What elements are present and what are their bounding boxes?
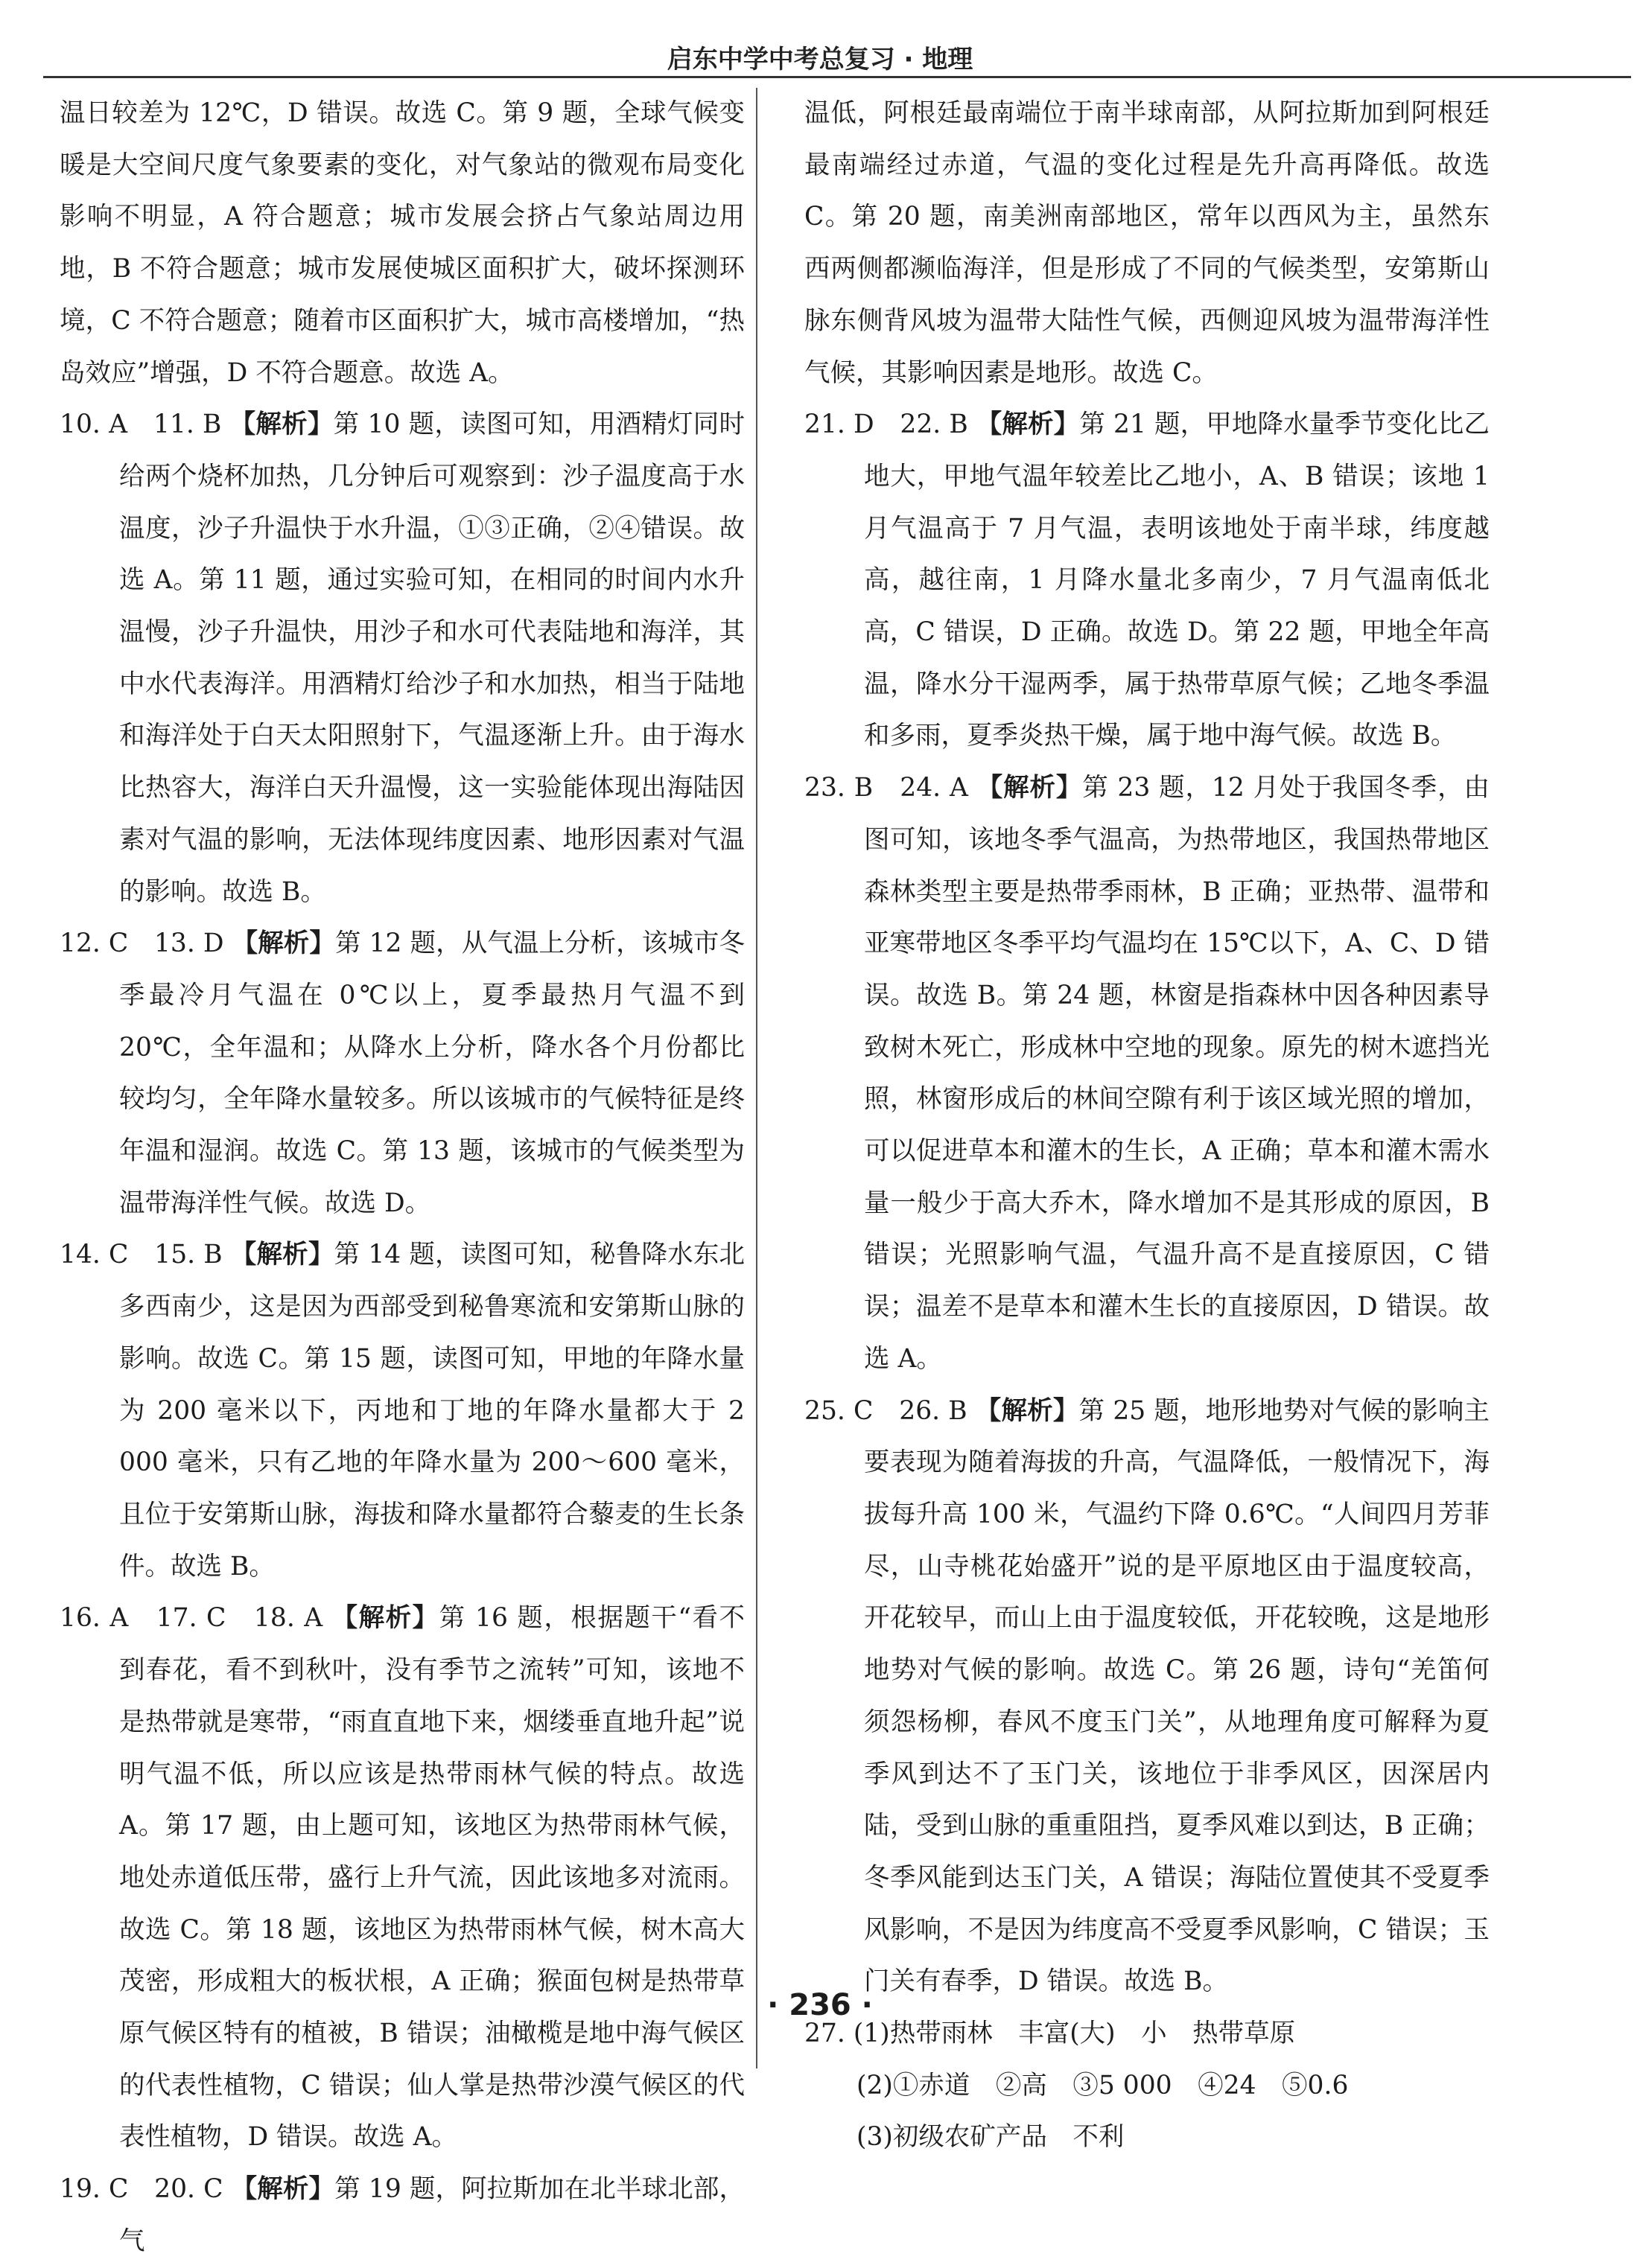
left-column xyxy=(60,88,745,2268)
analysis-text: 第 21 题，甲地降水量季节变化比乙地大，甲地气温年较差比乙地小，A、B 错误；该地 1 月气温高于 7 月气温，表明该地处于南半球，纬度越高，越往南，1 月降水量北多南少，7 月气温南低北高，C 错误，D 正确。故选 D。第 22 题，甲地全年高温，降水分干湿两季，属于热带草原气候；乙地冬季温和多雨，夏季炎热干燥，属于地中海气候。故选 B。 xyxy=(864,410,1490,751)
answer-numbers: 10. A 11. B xyxy=(60,410,222,440)
answer-q27-part3: (3)初级农矿产品 不利 xyxy=(856,2122,1125,2153)
answer-entry-q14 xyxy=(60,1229,745,1593)
analysis-tag: 【解析】 xyxy=(229,410,334,440)
analysis-text: 第 19 题，阿拉斯加在北半球北部，气 xyxy=(119,2174,745,2256)
analysis-text: 第 14 题，读图可知，秘鲁降水东北多西南少，这是因为西部受到秘鲁寒流和安第斯山脉的影响。故选 C。第 15 题，读图可知，甲地的年降水量为 200 毫米以下，丙地和丁地的年降水量都大于 2 000 毫米，只有乙地的年降水量为 200～600 毫米，且位于安第斯山脉，海拔和降水量都符合藜麦的生长条件。故选 B。 xyxy=(119,1240,746,1581)
answer-q27-part1: 27. (1)热带雨林 丰富(大) 小 热带草原 xyxy=(804,2019,1296,2049)
analysis-tag: 【解析】 xyxy=(975,1395,1079,1426)
answer-numbers: 14. C 15. B xyxy=(60,1240,223,1270)
answer-entry-q19 xyxy=(60,2164,745,2267)
analysis-text: 第 25 题，地形地势对气候的影响主要表现为随着海拔的升高，气温降低，一般情况下，海拔每升高 100 米，气温约下降 0.6℃。“人间四月芳菲尽，山寺桃花始盛开”说的是平原地区由于温度较高，开花较早，而山上由于温度较低，开花较晚，这是地形地势对气候的影响。故选 C。第 26 题，诗句“羌笛何须怨杨柳，春风不度玉门关”，从地理角度可解释为夏季风到达不了玉门关，该地位于非季风区，因深居内陆，受到山脉的重重阻挡，夏季风难以到达，B 正确；冬季风能到达玉门关，A 错误；海陆位置使其不受夏季风影响，不是因为纬度高不受夏季风影响，C 错误；玉门关有春季，D 错误。故选 B。 xyxy=(864,1395,1490,1997)
answer-numbers: 23. B 24. A xyxy=(804,773,968,803)
answer-numbers: 16. A 17. C 18. A xyxy=(60,1603,323,1634)
answer-entry-q23 xyxy=(804,762,1490,1385)
analysis-tag: 【解析】 xyxy=(331,1603,439,1634)
analysis-tag: 【解析】 xyxy=(231,2174,335,2205)
analysis-text: 第 12 题，从气温上分析，该城市冬季最冷月气温在 0℃以上，夏季最热月气温不到 20℃，全年温和；从降水上分析，降水各个月份都比较均匀，全年降水量较多。所以该城市的气候特征是终年温和湿润。故选 C。第 13 题，该城市的气候类型为温带海洋性气候。故选 D。 xyxy=(119,928,746,1218)
column-divider xyxy=(756,88,757,2068)
continuation-paragraph: 温低，阿根廷最南端位于南半球南部，从阿拉斯加到阿根廷最南端经过赤道，气温的变化过程是先升高再降低。故选 C。第 20 题，南美洲南部地区，常年以西风为主，虽然东西两侧都濒临海洋，但是形成了不同的气候类型，安第斯山脉东侧背风坡为温带大陆性气候，西侧迎风坡为温带海洋性气候，其影响因素是地形。故选 C。 xyxy=(804,98,1490,388)
analysis-text: 第 10 题，读图可知，用酒精灯同时给两个烧杯加热，几分钟后可观察到：沙子温度高于水温度，沙子升温快于水升温，①③正确，②④错误。故选 A。第 11 题，通过实验可知，在相同的时间内水升温慢，沙子升温快，用沙子和水可代表陆地和海洋，其中水代表海洋。用酒精灯给沙子和水加热，相当于陆地和海洋处于白天太阳照射下，气温逐渐上升。由于海水比热容大，海洋白天升温慢，这一实验能体现出海陆因素对气温的影响，无法体现纬度因素、地形因素对气温的影响。故选 B。 xyxy=(119,410,746,907)
answer-entry-q21 xyxy=(804,399,1490,762)
continuation-paragraph: 温日较差为 12℃，D 错误。故选 C。第 9 题，全球气候变暖是大空间尺度气象要素的变化，对气象站的微观布局变化影响不明显，A 符合题意；城市发展会挤占气象站周边用地，B 不符合题意；城市发展使城区面积扩大，破坏探测环境，C 不符合题意；随着市区面积扩大，城市高楼增加，“热岛效应”增强，D 不符合题意。故选 A。 xyxy=(60,98,745,388)
page-header-title: 启东中学中考总复习 · 地理 xyxy=(667,45,973,74)
answer-numbers: 19. C 20. C xyxy=(60,2174,223,2205)
analysis-text: 第 23 题，12 月处于我国冬季，由图可知，该地冬季气温高，为热带地区，我国热带地区森林类型主要是热带季雨林，B 正确；亚热带、温带和亚寒带地区冬季平均气温均在 15℃以下，A、C、D 错误。故选 B。第 24 题，林窗是指森林中因各种因素导致树木死亡，形成林中空地的现象。原先的树木遮挡光照，林窗形成后的林间空隙有利于该区域光照的增加，可以促进草本和灌木的生长，A 正确；草本和灌木需水量一般少于高大乔木，降水增加不是其形成的原因，B 错误；光照影响气温，气温升高不是直接原因，C 错误；温差不是草本和灌木生长的直接原因，D 错误。故选 A。 xyxy=(864,773,1490,1374)
analysis-tag: 【解析】 xyxy=(230,1240,334,1270)
analysis-tag: 【解析】 xyxy=(232,928,335,959)
answer-entry-q16 xyxy=(60,1593,745,2164)
answer-numbers: 12. C 13. D xyxy=(60,928,224,959)
answer-entry-q25 xyxy=(804,1386,1490,2008)
page-number: · 236 · xyxy=(767,1988,873,2022)
answer-entry-q12 xyxy=(60,918,745,1229)
analysis-text: 第 16 题，根据题干“看不到春花，看不到秋叶，没有季节之流转”可知，该地不是热带就是寒带，“雨直直地下来，烟缕垂直地升起”说明气温不低，所以应该是热带雨林气候的特点。故选 A。第 17 题，由上题可知，该地区为热带雨林气候，地处赤道低压带，盛行上升气流，因此该地多对流雨。故选 C。第 18 题，该地区为热带雨林气候，树木高大茂密，形成粗大的板状根，A 正确；猴面包树是热带草原气候区特有的植被，B 错误；油橄榄是地中海气候区的代表性植物，C 错误；仙人掌是热带沙漠气候区的代表性植物，D 错误。故选 A。 xyxy=(119,1603,745,2153)
header-rule xyxy=(43,76,1631,78)
analysis-tag: 【解析】 xyxy=(976,410,1080,440)
right-column xyxy=(804,88,1490,2164)
answer-numbers: 21. D 22. B xyxy=(804,410,968,440)
answer-q27-part2: (2)①赤道 ②高 ③5 000 ④24 ⑤0.6 xyxy=(856,2070,1349,2100)
analysis-tag: 【解析】 xyxy=(976,773,1083,803)
answer-entry-q10 xyxy=(60,399,745,918)
answer-numbers: 25. C 26. B xyxy=(804,1395,967,1426)
